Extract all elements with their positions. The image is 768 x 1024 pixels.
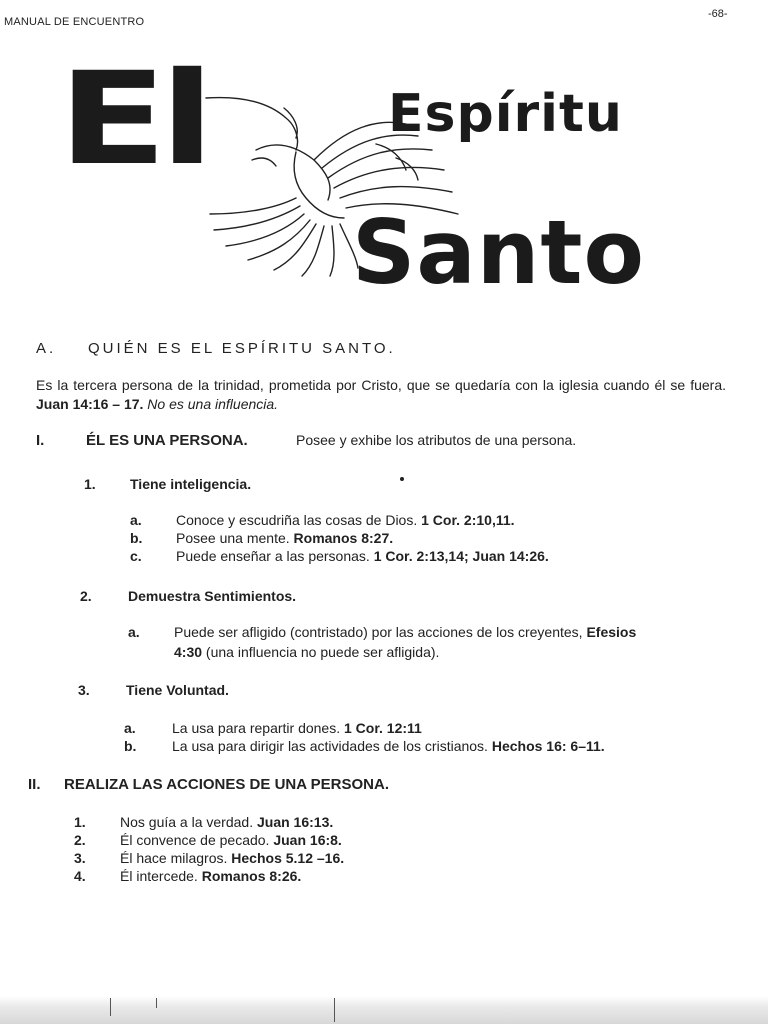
action-1-ref: Juan 16:13.: [256, 814, 334, 830]
item-1b-ref: Romanos 8:27.: [293, 530, 394, 546]
scan-mark: [156, 998, 157, 1008]
action-3-ref: Hechos 5.12 –16.: [231, 850, 345, 866]
item-1c-body: Puede enseñar a las personas.: [176, 548, 370, 564]
item-2a-body2: (una influencia no puede ser afligida).: [205, 644, 440, 660]
item-1a-body: Conoce y escudriña las cosas de Dios.: [176, 512, 418, 528]
action-3-number: 3.: [74, 850, 86, 866]
action-1-body: Nos guía a la verdad.: [120, 814, 254, 830]
section-a-letter: A.: [36, 340, 57, 357]
item-3b-text: [172, 738, 605, 754]
part1-number: I.: [36, 432, 45, 449]
part1-subtitle: Posee y exhibe los atributos de una persona.: [296, 432, 577, 448]
intro-ref: Juan 14:16 – 17.: [36, 396, 144, 412]
item-1a-letter: a.: [130, 512, 142, 528]
item-3-number: 3.: [78, 682, 90, 698]
action-2-text: [120, 832, 342, 848]
item-1a-text: [176, 512, 515, 528]
action-1-text: [120, 814, 333, 830]
action-1-number: 1.: [74, 814, 86, 830]
item-3a-letter: a.: [124, 720, 136, 736]
action-2-body: Él convence de pecado.: [120, 832, 270, 848]
section-a-title: QUIÉN ES EL ESPÍRITU SANTO.: [88, 340, 396, 357]
part1-title: ÉL ES UNA PERSONA.: [86, 432, 248, 449]
action-2-ref: Juan 16:8.: [273, 832, 342, 848]
item-2-number: 2.: [80, 588, 92, 604]
scan-mark: [334, 998, 335, 1022]
action-4-ref: Romanos 8:26.: [201, 868, 302, 884]
item-3a-body: La usa para repartir dones.: [172, 720, 341, 736]
item-2a-ref2: 4:30: [174, 644, 203, 660]
item-3b-body: La usa para dirigir las actividades de los cristianos.: [172, 738, 488, 754]
scan-edge: [0, 996, 768, 1024]
item-1b-text: [176, 530, 393, 546]
item-1b-letter: b.: [130, 530, 143, 546]
item-2-title: Demuestra Sentimientos.: [128, 588, 297, 604]
intro-text: Es la tercera persona de la trinidad, prometida por Cristo, que se quedaría con la iglesia cuando él se fuera.: [36, 377, 726, 393]
item-3b-letter: b.: [124, 738, 137, 754]
item-1a-ref: 1 Cor. 2:10,11.: [421, 512, 515, 528]
item-1-title: Tiene inteligencia.: [130, 476, 252, 492]
section-a-heading: [36, 340, 396, 357]
title-santo: Santo: [352, 201, 645, 304]
item-2a-letter: a.: [128, 624, 140, 640]
action-4-number: 4.: [74, 868, 86, 884]
item-1c-ref: 1 Cor. 2:13,14; Juan 14:26.: [373, 548, 549, 564]
item-3-title: Tiene Voluntad.: [126, 682, 229, 698]
action-3-body: Él hace milagros.: [120, 850, 228, 866]
item-3a-text: [172, 720, 422, 736]
item-1c-text: [176, 548, 549, 564]
action-4-body: Él intercede.: [120, 868, 198, 884]
action-3-text: [120, 850, 344, 866]
item-1-number: 1.: [84, 476, 96, 492]
part2-title: REALIZA LAS ACCIONES DE UNA PERSONA.: [64, 776, 390, 793]
running-header: MANUAL DE ENCUENTRO: [4, 16, 145, 28]
item-1b-body: Posee una mente.: [176, 530, 290, 546]
item-2a-body: Puede ser afligido (contristado) por las acciones de los creyentes,: [174, 624, 583, 640]
item-2a-line2: [174, 644, 439, 660]
item-2a-ref: Efesios: [586, 624, 637, 640]
item-2a-line1: [174, 624, 636, 640]
intro-italic: No es una influencia.: [147, 396, 279, 412]
title-el: El: [58, 45, 208, 194]
title-espiritu: Espíritu: [388, 84, 623, 144]
intro-paragraph: [36, 376, 726, 414]
scan-mark: [110, 998, 111, 1016]
action-2-number: 2.: [74, 832, 86, 848]
page-number: -68-: [708, 8, 728, 20]
item-1c-letter: c.: [130, 548, 142, 564]
part2-number: II.: [28, 776, 41, 793]
item-3a-ref: 1 Cor. 12:11: [344, 720, 422, 736]
item-3b-ref: Hechos 16: 6–11.: [491, 738, 605, 754]
speck: [400, 477, 404, 481]
action-4-text: [120, 868, 301, 884]
